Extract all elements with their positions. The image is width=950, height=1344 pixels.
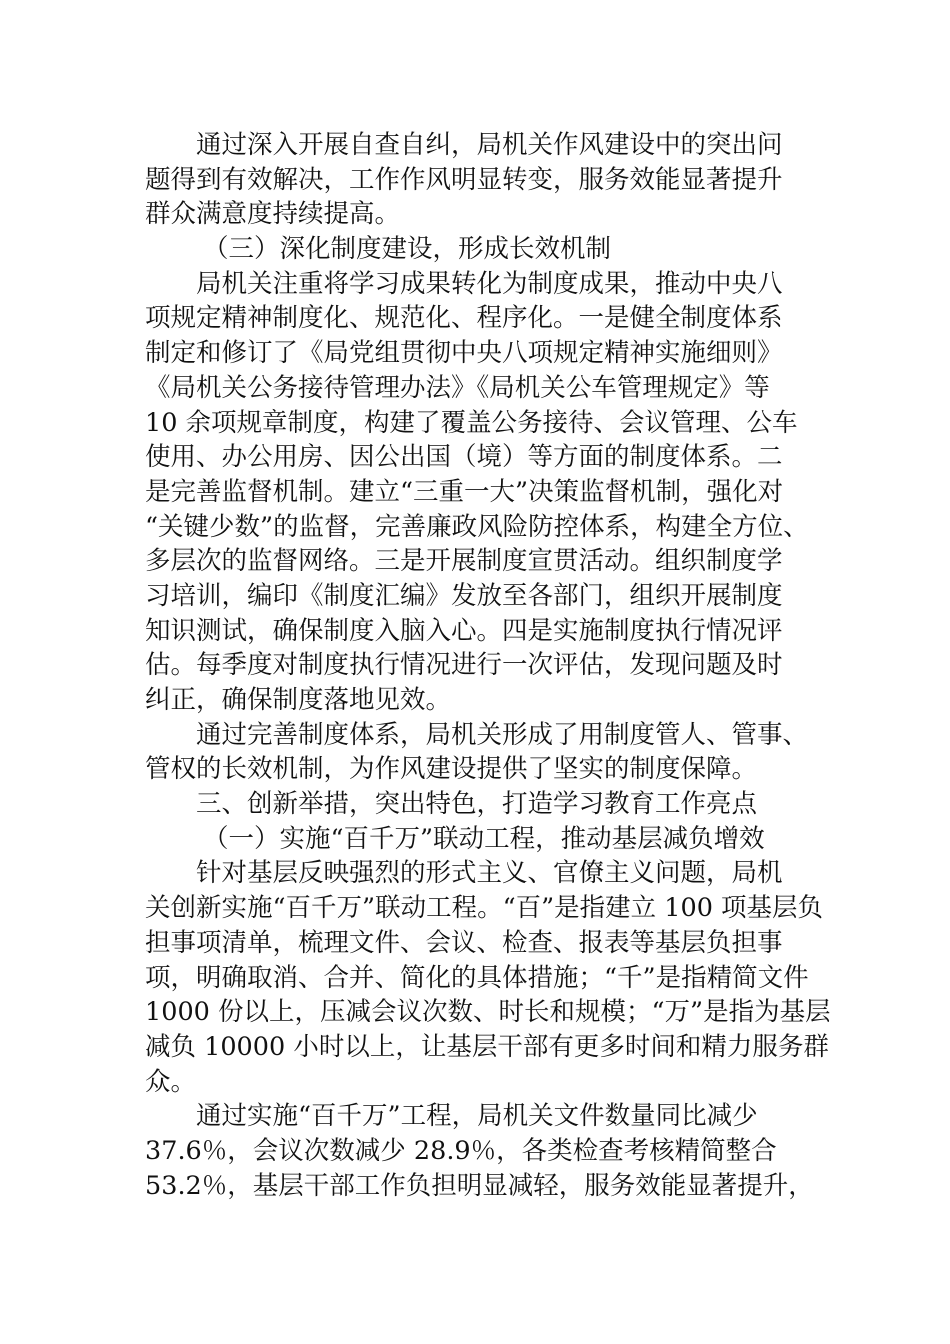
text-line: 通过完善制度体系，局机关形成了用制度管人、管事、 bbox=[196, 719, 809, 750]
text-line: 多层次的监督网络。三是开展制度宣贯活动。组织制度学 bbox=[145, 546, 783, 577]
text-line: 使用、办公用房、因公出国（境）等方面的制度体系。二 bbox=[145, 442, 783, 473]
document-body bbox=[145, 128, 831, 1203]
text-line: 众。 bbox=[145, 1066, 197, 1097]
text-line: 群众满意度持续提高。 bbox=[145, 199, 401, 230]
text-line: 10 余项规章制度，构建了覆盖公务接待、会议管理、公车 bbox=[145, 407, 798, 438]
section-heading: 三、创新举措，突出特色，打造学习教育工作亮点 bbox=[196, 789, 758, 820]
text-line: 《局机关公务接待管理办法》《局机关公车管理规定》等 bbox=[145, 372, 770, 403]
text-line: 项，明确取消、合并、简化的具体措施；“千”是指精简文件 bbox=[145, 962, 809, 993]
text-line: 减负 10000 小时以上，让基层干部有更多时间和精力服务群 bbox=[145, 1031, 829, 1062]
text-line: 局机关注重将学习成果转化为制度成果，推动中央八 bbox=[196, 268, 783, 299]
section-heading: （三）深化制度建设，形成长效机制 bbox=[203, 234, 612, 265]
text-line: “关键少数”的监督，完善廉政风险防控体系，构建全方位、 bbox=[145, 511, 809, 542]
text-line: 习培训，编印《制度汇编》发放至各部门，组织开展制度 bbox=[145, 580, 783, 611]
text-line: 题得到有效解决，工作作风明显转变，服务效能显著提升 bbox=[145, 164, 783, 195]
text-line: 估。每季度对制度执行情况进行一次评估，发现问题及时 bbox=[145, 650, 783, 681]
text-line: 针对基层反映强烈的形式主义、官僚主义问题，局机 bbox=[196, 858, 783, 889]
text-line: 1000 份以上，压减会议次数、时长和规模；“万”是指为基层 bbox=[145, 997, 831, 1028]
text-line: 通过实施“百千万”工程，局机关文件数量同比减少 bbox=[196, 1101, 758, 1132]
text-line: 37.6％，会议次数减少 28.9％，各类检查考核精简整合 bbox=[145, 1135, 777, 1166]
text-line: 关创新实施“百千万”联动工程。“百”是指建立 100 项基层负 bbox=[145, 893, 824, 924]
text-line: 项规定精神制度化、规范化、程序化。一是健全制度体系 bbox=[145, 303, 783, 334]
text-line: 纠正，确保制度落地见效。 bbox=[145, 685, 452, 715]
text-line: 管权的长效机制，为作风建设提供了坚实的制度保障。 bbox=[145, 754, 758, 785]
subsection-heading: （一）实施“百千万”联动工程，推动基层减负增效 bbox=[203, 823, 765, 854]
text-line: 制定和修订了《局党组贯彻中央八项规定精神实施细则》 bbox=[145, 338, 783, 369]
text-line: 担事项清单，梳理文件、会议、检查、报表等基层负担事 bbox=[145, 927, 783, 958]
text-line: 知识测试，确保制度入脑入心。四是实施制度执行情况评 bbox=[145, 615, 783, 646]
text-line: 是完善监督机制。建立“三重一大”决策监督机制，强化对 bbox=[145, 476, 784, 507]
text-line: 通过深入开展自查自纠，局机关作风建设中的突出问 bbox=[196, 130, 783, 160]
text-line: 53.2％，基层干部工作负担明显减轻，服务效能显著提升， bbox=[145, 1170, 814, 1201]
